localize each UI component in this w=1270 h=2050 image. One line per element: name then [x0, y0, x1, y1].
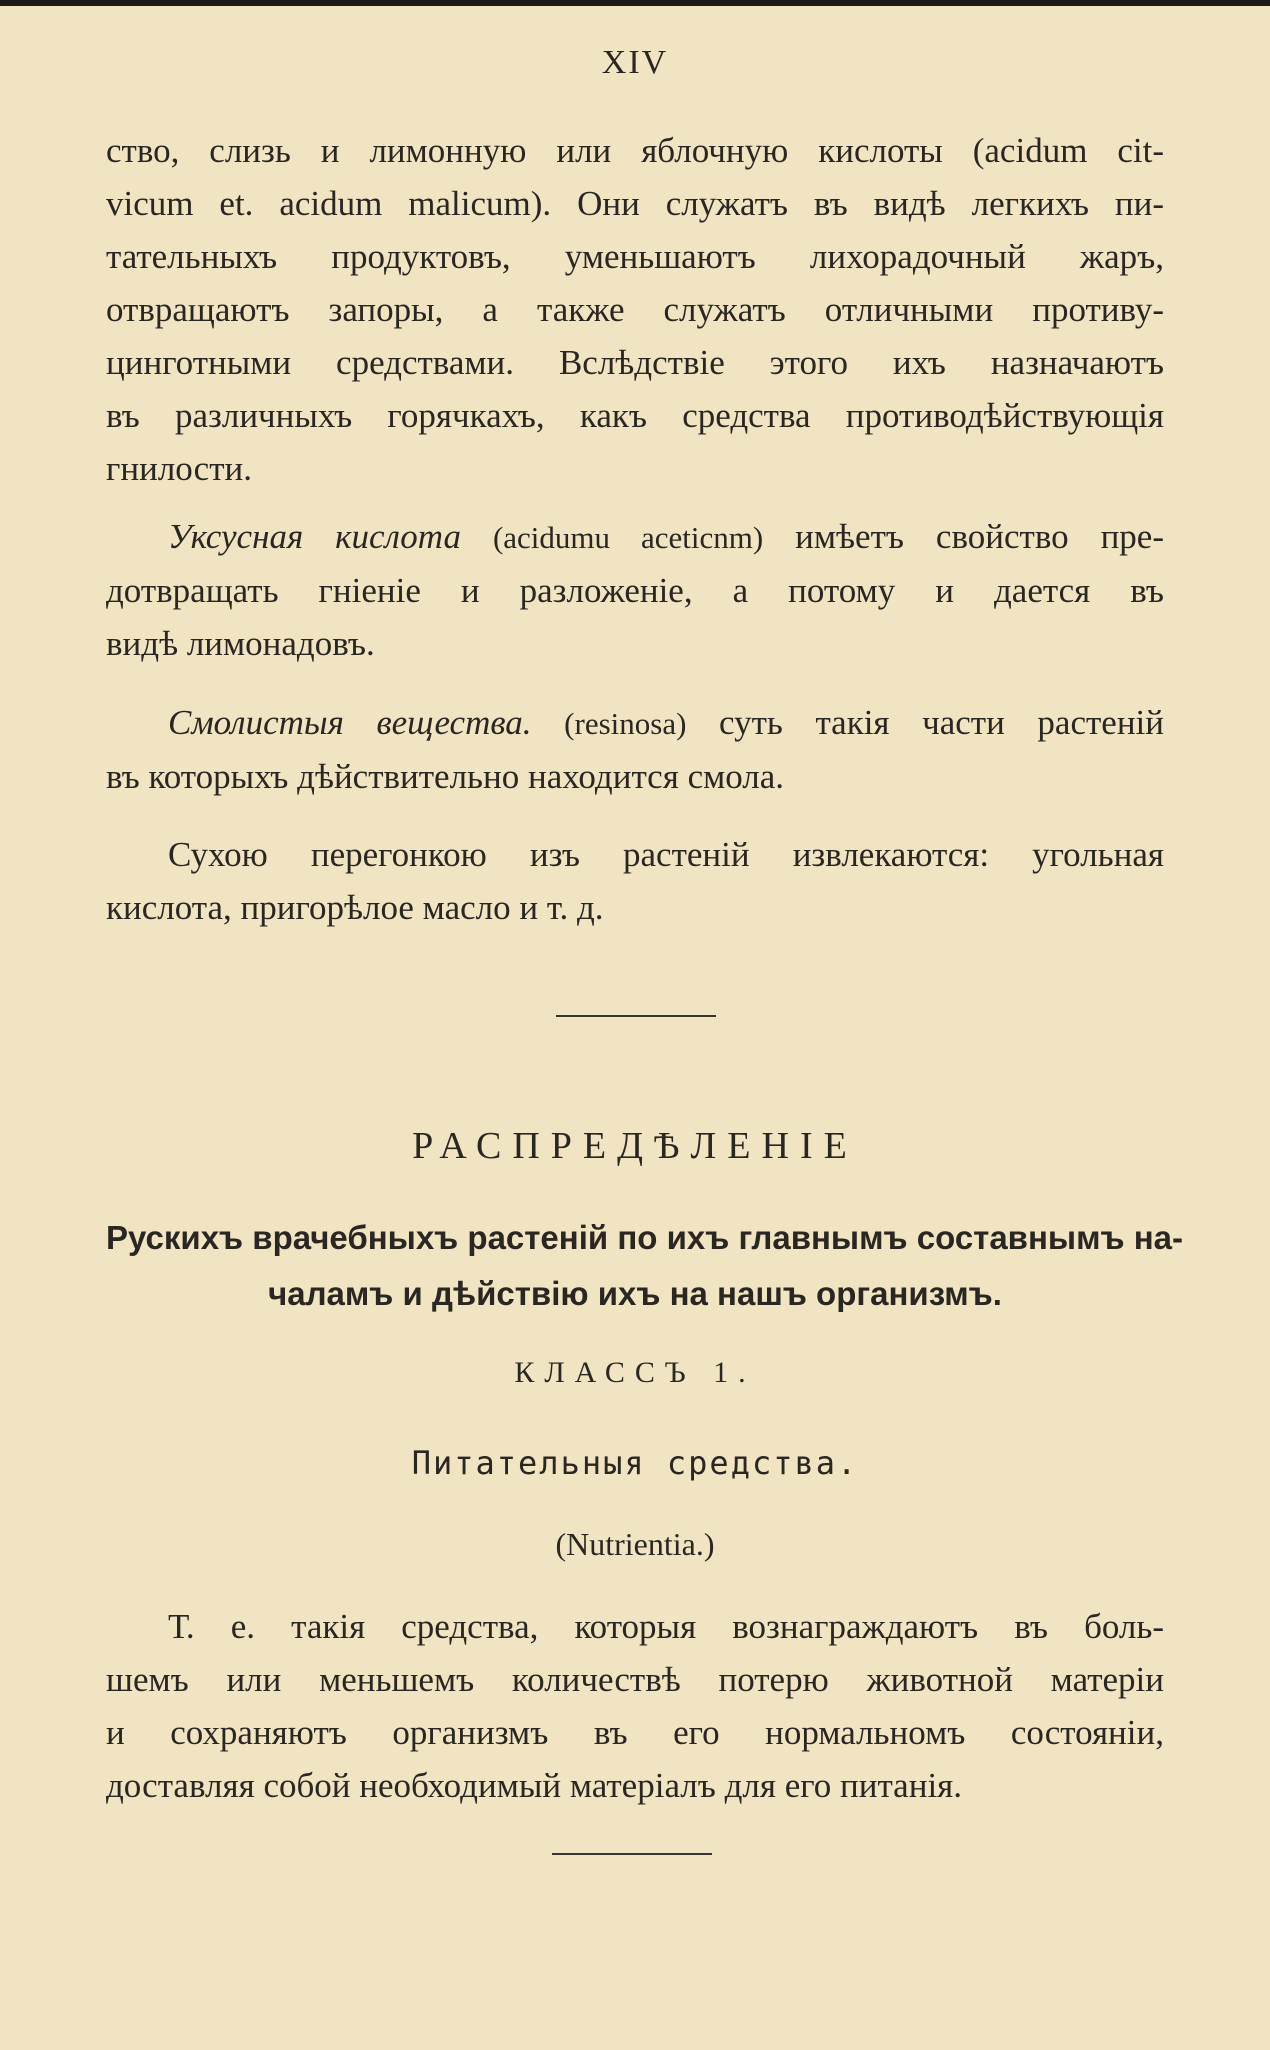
paragraph-nutrients	[106, 1600, 1164, 1812]
subtitle-line: Рускихъ врачебныхъ растеній по ихъ главнымъ составнымъ на-	[106, 1219, 1183, 1256]
section-divider	[556, 1015, 716, 1017]
text-fragment: имѣетъ свойство пре-	[795, 517, 1164, 556]
text-line: Сухою перегонкою изъ растеній извлекаются: угольная	[168, 835, 1164, 874]
latin-term: (acidumu aceticnm)	[492, 520, 764, 555]
text-line: кислота, пригорѣлое масло и т. д.	[106, 888, 604, 927]
main-title: РАСПРЕДѢЛЕНІЕ	[412, 1125, 858, 1167]
text-line: въ различныхъ горячкахъ, какъ средства противодѣйствующія	[106, 396, 1164, 435]
class-title: КЛАССЪ 1.	[514, 1356, 756, 1389]
text-line: ство, слизь и лимонную или яблочную кислоты (acidum cit-	[106, 131, 1164, 170]
text-line: гнилости.	[106, 449, 252, 488]
text-line: шемъ или меньшемъ количествѣ потерю животной матеріи	[106, 1660, 1164, 1699]
page-top-border	[0, 0, 1270, 6]
text-line	[106, 696, 1164, 750]
text-line	[106, 510, 1164, 564]
term-resins: Смолистыя вещества.	[168, 703, 532, 742]
paragraph-distillation	[106, 828, 1164, 934]
paragraph-resins	[106, 696, 1164, 803]
paragraph-acids	[106, 124, 1164, 495]
text-line: vicum et. acidum malicum). Они служатъ въ видѣ легкихъ пи-	[106, 184, 1164, 223]
latin-term: (resinosa)	[564, 706, 687, 741]
bottom-divider	[552, 1853, 712, 1855]
text-line: доставляя собой необходимый матеріалъ для его питанія.	[106, 1766, 963, 1805]
section-title: Питательныя средства.	[411, 1444, 859, 1482]
subtitle-line: чаламъ и дѣйствію ихъ на нашъ организмъ.	[268, 1275, 1002, 1312]
text-line: цинготными средствами. Вслѣдствіе этого ихъ назначаютъ	[106, 343, 1164, 382]
text-line: въ которыхъ дѣйствительно находится смола.	[106, 757, 785, 796]
text-line: дотвращать гніеніе и разложеніе, а потому и дается въ	[106, 571, 1164, 610]
text-line: и сохраняютъ организмъ въ его нормальномъ состояніи,	[106, 1713, 1164, 1752]
term-acetic-acid: Уксусная кислота	[168, 517, 461, 556]
subtitle	[106, 1210, 1183, 1322]
text-fragment: суть такія части растеній	[719, 703, 1165, 742]
text-line: видѣ лимонадовъ.	[106, 624, 375, 663]
text-line: тательныхъ продуктовъ, уменьшаютъ лихорадочный жаръ,	[106, 237, 1164, 276]
latin-name: (Nutrientia.)	[555, 1526, 715, 1562]
text-line: отвращаютъ запоры, а также служатъ отличными противу-	[106, 290, 1164, 329]
page-number: XIV	[601, 44, 669, 81]
paragraph-acetic-acid	[106, 510, 1164, 670]
text-line: Т. е. такія средства, которыя вознаграждаютъ въ боль-	[168, 1607, 1164, 1646]
